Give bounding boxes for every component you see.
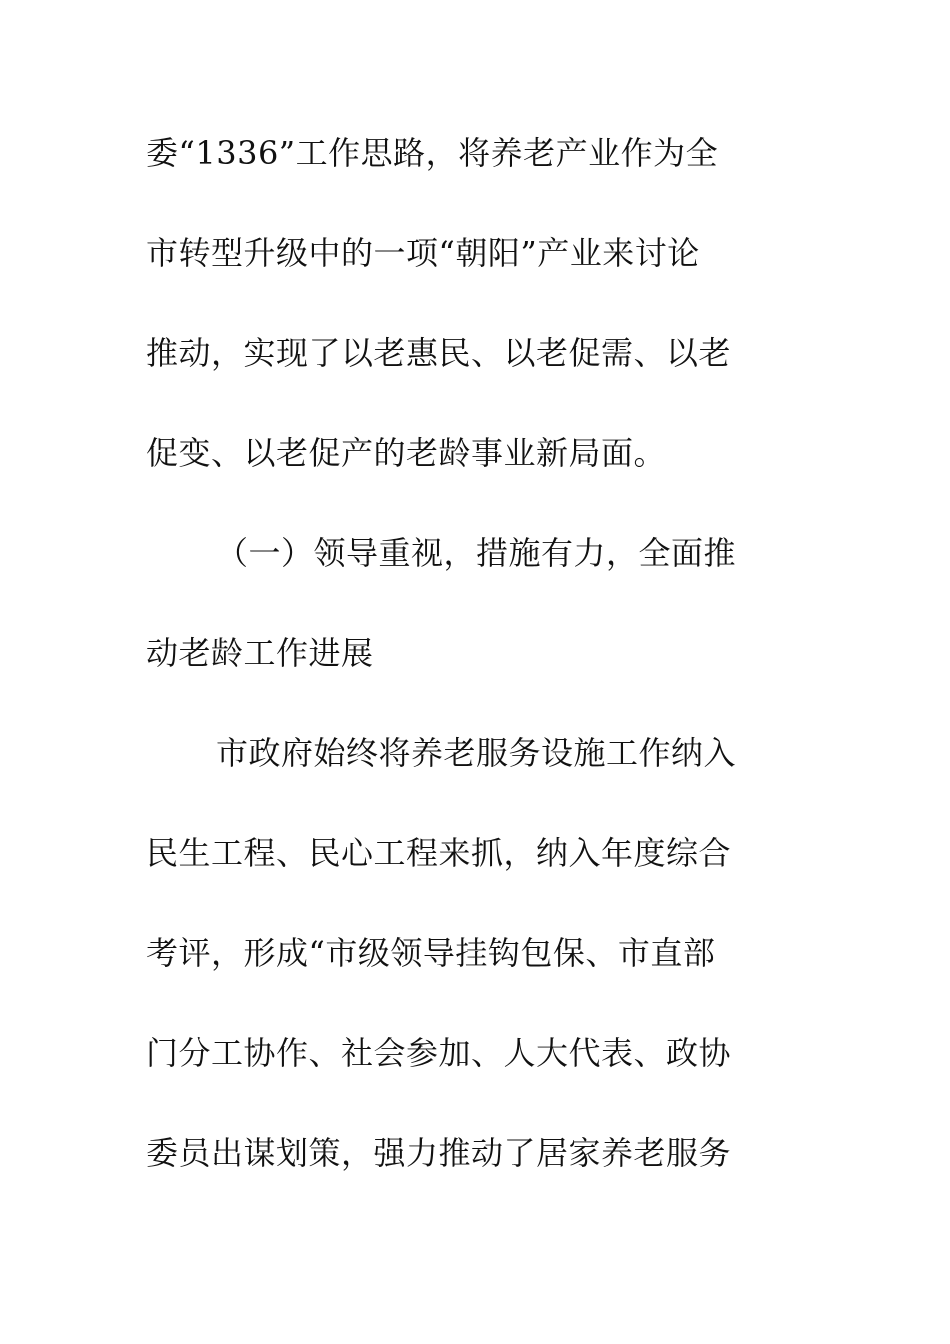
document-body [146,118,786,1218]
paragraph-line: 民生工程、民心工程来抓，纳入年度综合 [146,834,732,872]
paragraph-line: 门分工协作、社会参加、人大代表、政协 [146,1034,732,1072]
section-heading-line: 动老龄工作进展 [146,634,374,672]
section-heading-line: （一）领导重视，措施有力，全面推 [216,534,737,572]
paragraph-line: 市转型升级中的一项“朝阳”产业来讨论 [146,234,700,272]
paragraph-line: 市政府始终将养老服务设施工作纳入 [216,734,737,772]
paragraph-line: 推动，实现了以老惠民、以老促需、以老 [146,334,732,372]
paragraph-line: 委“1336”工作思路，将养老产业作为全 [146,134,719,172]
paragraph-line: 考评，形成“市级领导挂钩包保、市直部 [146,934,716,972]
paragraph-line: 促变、以老促产的老龄事业新局面。 [146,434,667,472]
paragraph-line: 委员出谋划策，强力推动了居家养老服务 [146,1134,732,1172]
